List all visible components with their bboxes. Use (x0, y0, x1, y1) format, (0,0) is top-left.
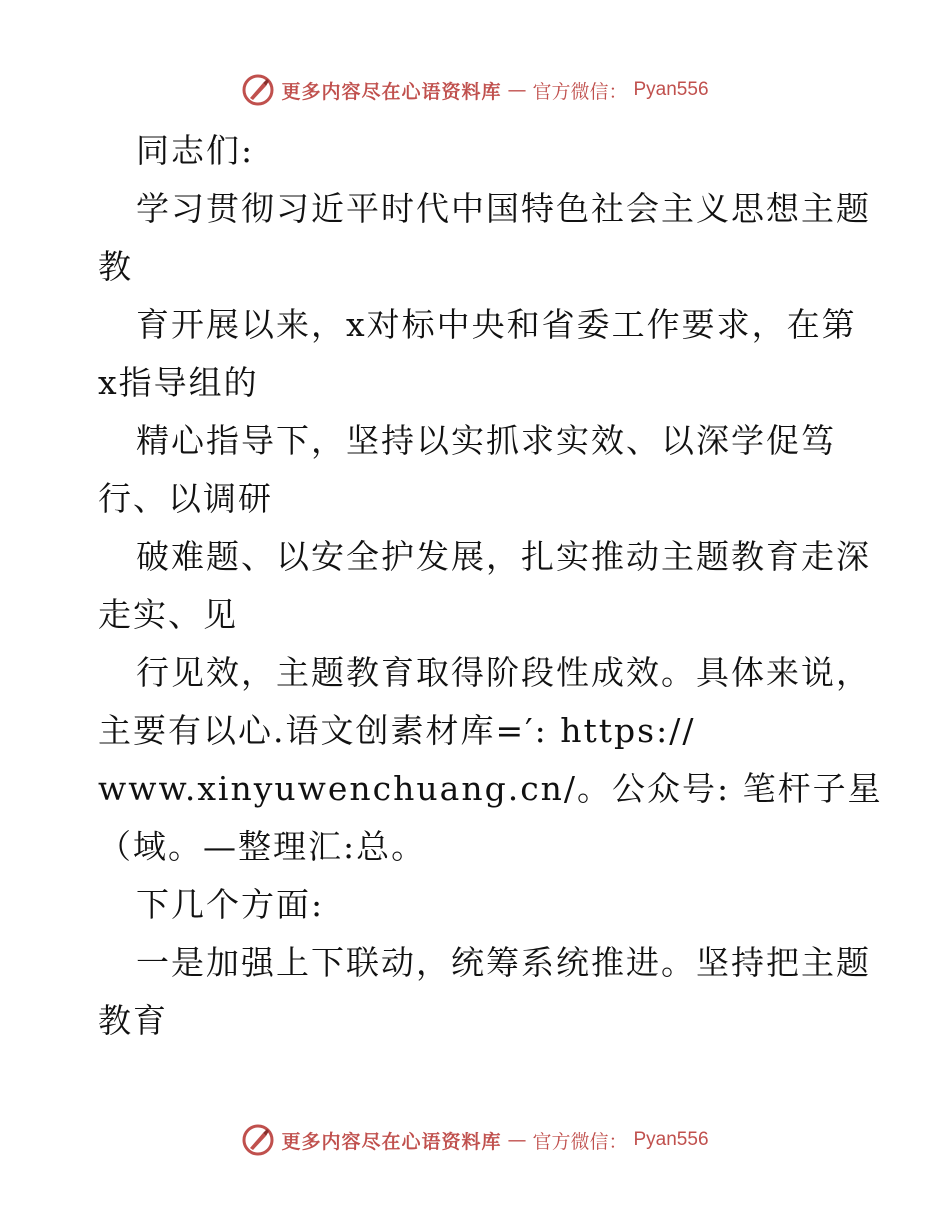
salutation-line: 同志们: (136, 131, 255, 170)
text-line: 一是加强上下联动，统筹系统推进。坚持把主题 (136, 943, 871, 982)
text-line: 下几个方面: (136, 885, 325, 924)
header-banner (0, 70, 950, 110)
footer-banner-separator: — (507, 1129, 527, 1151)
text-line: （域。—整理汇:总。 (98, 827, 427, 866)
text-line: 行见效，主题教育取得阶段性成效。具体来说， (136, 653, 871, 692)
text-line: 学习贯彻习近平时代中国特色社会主义思想主题 (136, 189, 871, 228)
text-line: 行、以调研 (98, 479, 273, 518)
pen-logo-icon (241, 1123, 275, 1157)
text-line: www.xinyuwenchuang.cn/。公众号: 笔杆子星 (98, 769, 883, 808)
text-line: x指导组的 (98, 363, 259, 402)
footer-wechat-label: 官方微信： (532, 1130, 628, 1153)
header-wechat-label: 官方微信： (532, 80, 628, 103)
pen-logo-icon (241, 73, 275, 107)
footer-wechat-id: Pyan556 (633, 1129, 709, 1150)
text-line: 精心指导下，坚持以实抓求实效、以深学促笃 (136, 421, 836, 460)
header-wechat-id: Pyan556 (633, 79, 709, 100)
header-banner-text: 更多内容尽在心语资料库 (281, 80, 502, 103)
text-line: 教育 (98, 1001, 168, 1040)
text-line: 主要有以心.语文创素材库=′: https:// (98, 711, 696, 750)
text-line: 走实、见 (98, 595, 238, 634)
text-line: 教 (98, 247, 133, 286)
header-banner-separator: — (507, 79, 527, 101)
footer-banner (0, 1120, 950, 1160)
text-line: 育开展以来，x对标中央和省委工作要求，在第 (136, 305, 857, 344)
text-line: 破难题、以安全护发展，扎实推动主题教育走深 (136, 537, 871, 576)
footer-banner-text: 更多内容尽在心语资料库 (281, 1130, 502, 1153)
document-body (98, 122, 883, 1050)
